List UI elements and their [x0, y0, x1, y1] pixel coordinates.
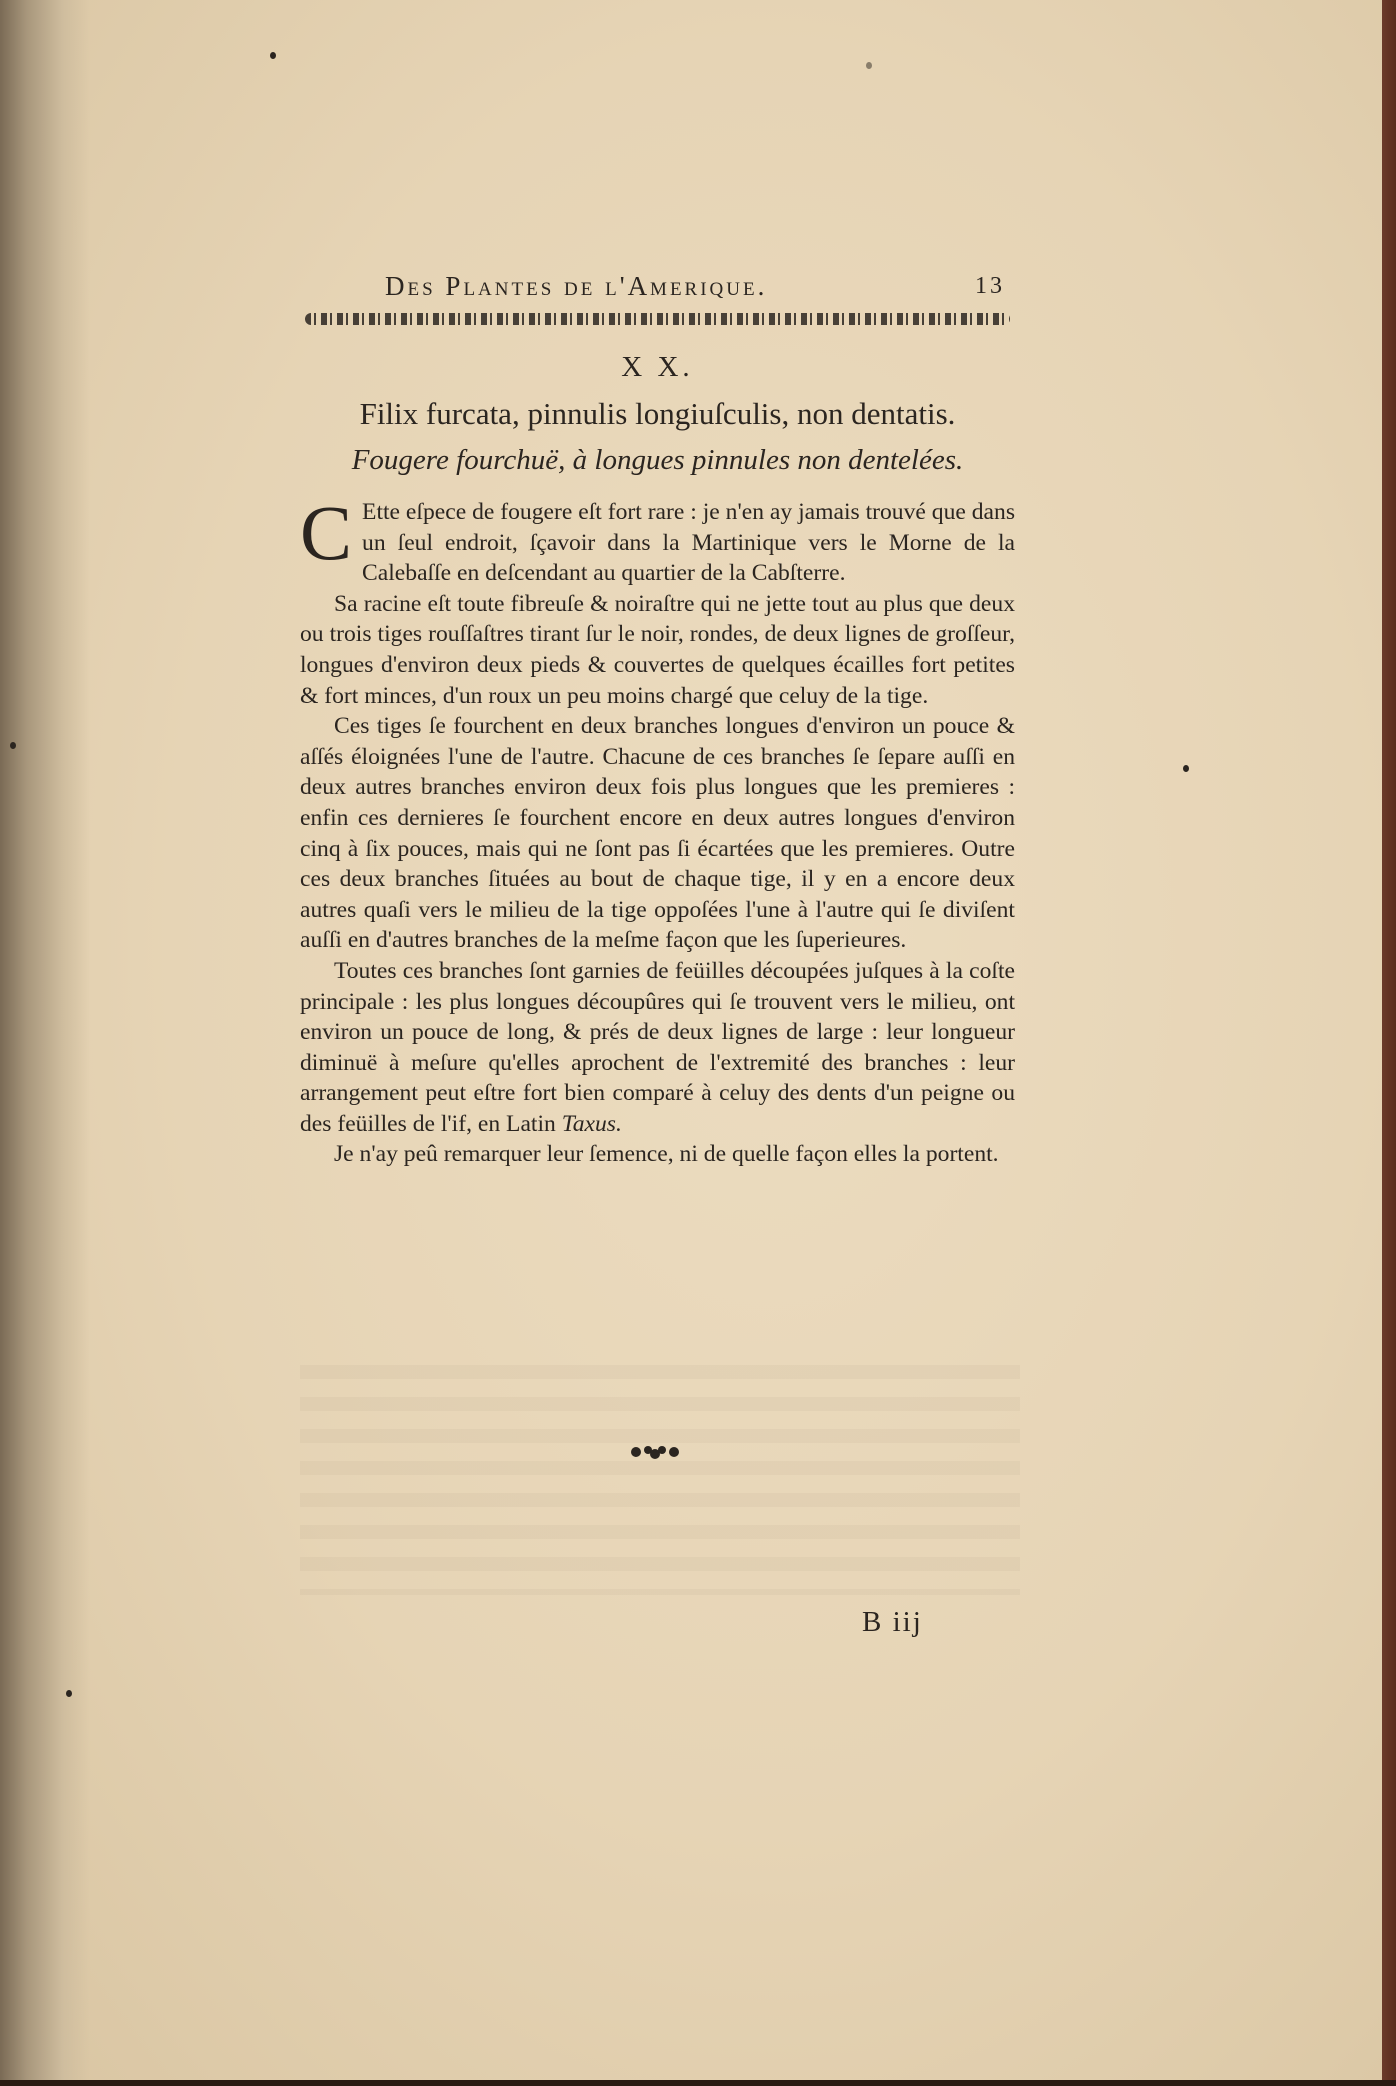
paragraph-text: Sa racine eſt toute fibreuſe & noiraſtre qui ne jette tout au plus que deux ou trois tiges rouſſaſtres tirant ſur le noir, rondes, de deux lignes de groſſeur, longues d'environ deux pieds & couvertes de quelques écailles fort petites & fort minces, d'un roux un peu moins chargé que celuy de la tige. [300, 590, 1015, 709]
french-title: Fougere fourchuë, à longues pinnules non dentelées. [351, 444, 964, 476]
ink-speck [1183, 765, 1189, 772]
paragraph-text: Toutes ces branches ſont garnies de feüilles découpées juſques à la coſte principale : les plus longues découpûres qui ſe trouvent vers le milieu, ont environ un pouce de long, & prés de deux lignes de large : leur longueur diminuë à meſure qu'elles aprochent de l'extremité des branches : leur arrangement peut eſtre fort bien comparé à celuy des dents d'un peigne ou des feüilles de l'if, en Latin [300, 957, 1015, 1137]
running-head-title: Des Plantes de l'Amerique. [385, 271, 768, 301]
bottom-edge [0, 2080, 1396, 2086]
signature-mark: B iij [862, 1606, 923, 1638]
paragraph-text: Ette eſpece de fougere eſt fort rare : je n'en ay jamais trouvé que dans un ſeul endroit, ſçavoir dans la Martinique vers le Morne de la Calebaſſe en deſcendant au quartier de la Cabſterre. [362, 499, 1015, 587]
ink-speck [270, 52, 276, 59]
paragraph [300, 489, 1015, 589]
latin-word: Taxus. [561, 1110, 622, 1137]
latin-title: Filix furcata, pinnulis longiuſculis, non dentatis. [359, 396, 956, 431]
paragraph [300, 956, 1015, 1140]
paragraph-text: Ces tiges ſe fourchent en deux branches longues d'environ un pouce & aſſés éloignées l'une de l'autre. Chacune de ces branches ſe ſepare auſſi en deux autres branches environ deux fois plus longues que les premieres : enfin ces dernieres ſe fourchent encore en deux autres longues d'environ cinq à ſix pouces, mais qui ne ſont pas ſi écartées que les premieres. Outre ces deux branches ſituées au bout de chaque tige, il y en a encore deux autres quaſi vers le milieu de la tige oppoſées l'une à l'autre qui ſe diviſent auſſi en d'autres branches de la meſme façon que les ſuperieures. [300, 713, 1015, 954]
paragraph [300, 711, 1015, 956]
ink-speck [66, 1690, 72, 1697]
paragraph [300, 1139, 1015, 1170]
paragraph [300, 589, 1015, 711]
ornament-rule [305, 313, 1010, 325]
text-block [300, 265, 1015, 1170]
page-number: 13 [975, 273, 1005, 299]
ink-speck [10, 742, 16, 749]
section-number: X X. [621, 351, 694, 383]
paragraph-text: Je n'ay peû remarquer leur ſemence, ni de quelle façon elles la portent. [334, 1141, 999, 1168]
tail-ornament-icon [628, 1444, 682, 1460]
show-through-text [300, 1365, 1020, 1595]
page-edge [1382, 0, 1396, 2086]
drop-cap: C [300, 489, 353, 576]
ink-speck [866, 62, 872, 69]
running-head [300, 265, 1015, 307]
body-text [300, 489, 1015, 1170]
binding-gutter [0, 0, 90, 2086]
